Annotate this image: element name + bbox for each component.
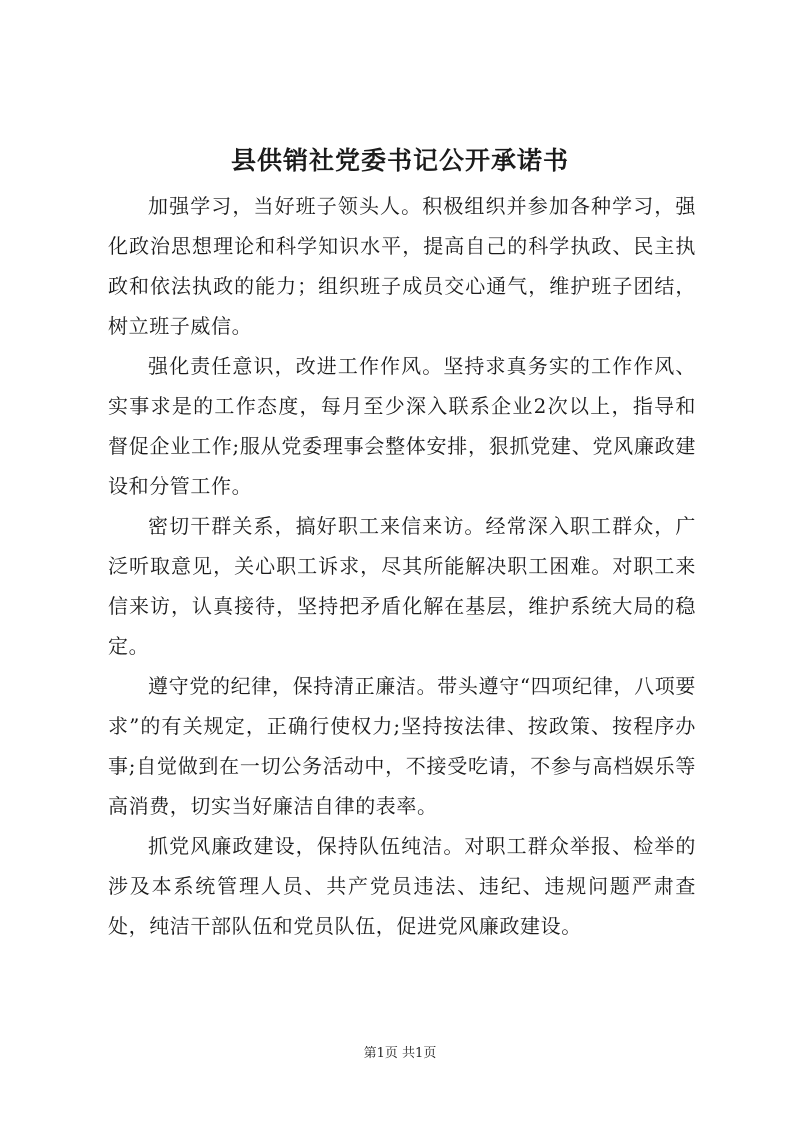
paragraph-3: 密切干群关系，搞好职工来信来访。经常深入职工群众，广泛听取意见，关心职工诉求，尽其所能解决职工困难。对职工来信来访，认真接待，坚持把矛盾化解在基层，维护系统大局的稳定。 [108,514,696,658]
paragraph-5: 抓党风廉政建设，保持队伍纯洁。对职工群众举报、检举的涉及本系统管理人员、共产党员违法、违纪、违规问题严肃查处，纯洁干部队伍和党员队伍，促进党风廉政建设。 [108,834,696,938]
page-title: 县供销社党委书记公开承诺书 [230,146,569,175]
paragraph-4: 遵守党的纪律，保持清正廉洁。带头遵守“四项纪律，八项要求”的有关规定，正确行使权力;坚持按法律、按政策、按程序办事;自觉做到在一切公务活动中，不接受吃请，不参与高档娱乐等高消费，切实当好廉洁自律的表率。 [108,674,696,818]
paragraph-1: 加强学习，当好班子领头人。积极组织并参加各种学习，强化政治思想理论和科学知识水平，提高自己的科学执政、民主执政和依法执政的能力；组织班子成员交心通气，维护班子团结，树立班子威信。 [108,194,696,338]
paragraph-2: 强化责任意识，改进工作作风。坚持求真务实的工作作风、实事求是的工作态度，每月至少深入联系企业2次以上，指导和督促企业工作;服从党委理事会整体安排，狠抓党建、党风廉政建设和分管工作。 [108,354,696,498]
document-body [108,186,696,946]
page-footer: 第1页 共1页 [363,1046,437,1061]
